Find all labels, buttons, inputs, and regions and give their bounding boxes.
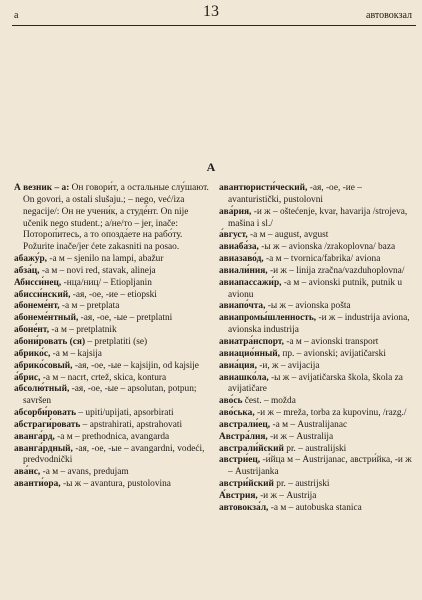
dictionary-entry — [14, 301, 210, 313]
left-column — [14, 183, 210, 491]
dictionary-entry — [219, 349, 415, 361]
dictionary-entry — [219, 254, 415, 266]
entry-definition: -а м – nacrt, crtež, skica, kontura — [40, 372, 167, 383]
dictionary-entry — [219, 278, 415, 302]
dictionary-entry — [14, 290, 210, 302]
dictionary-entry — [14, 384, 210, 408]
entry-headword: а́брис, — [14, 372, 41, 383]
entry-definition: -а м – autobuska stanica — [268, 502, 362, 513]
entry-headword: А везник – а: — [14, 183, 70, 193]
entry-definition: -и, ж – avijacija — [256, 360, 320, 371]
header-rule — [12, 25, 416, 26]
entry-definition: -ая, -ое, -ие – etiopski — [70, 289, 157, 300]
entry-headword: абстраги́ровать — [14, 419, 81, 430]
entry-headword: австрали́йский — [219, 443, 284, 454]
entry-definition: – upiti/upijati, apsorbirati — [76, 408, 174, 419]
section-letter: А — [206, 160, 216, 174]
entry-headword: абза́ц, — [14, 265, 40, 276]
entry-headword: абонеме́нтный, — [14, 313, 79, 324]
page-number: 13 — [203, 3, 219, 20]
dictionary-entry — [14, 373, 210, 385]
entry-definition: -а м – prethodnica, avangarda — [54, 431, 170, 442]
entry-definition: -а м – pretplata — [59, 301, 120, 312]
entry-definition: čest. – možda — [242, 396, 296, 407]
dictionary-entry — [14, 325, 210, 337]
entry-headword: авиатра́нспорт, — [219, 336, 284, 347]
entry-headword: абоне́нт, — [14, 325, 50, 336]
entry-headword: авиаба́за, — [219, 242, 259, 253]
entry-headword: аванти́ора, — [14, 479, 61, 490]
dictionary-entry — [219, 266, 415, 278]
entry-definition: -а м – avionski transport — [284, 336, 379, 347]
dictionary-entry — [219, 230, 415, 242]
entry-headword: авиали́ния, — [219, 265, 268, 276]
entry-headword: авиапромы́шленность, — [219, 313, 317, 324]
entry-definition: – apstrahirati, apstrahovati — [80, 419, 183, 430]
entry-headword: а́вгуст, — [219, 230, 248, 241]
dictionary-entry — [219, 420, 415, 432]
entry-headword: абажу́р, — [14, 254, 47, 265]
entry-headword: абрико́совый, — [14, 360, 73, 371]
dictionary-entry — [219, 373, 415, 397]
entry-headword: абсолю́тный, — [14, 384, 70, 395]
entry-definition: -а м – pretplatnik — [49, 325, 117, 336]
running-head-right: автовокзал — [366, 10, 412, 21]
dictionary-entry — [14, 420, 210, 432]
entry-definition: -а м – sjenilo na lampi, abažur — [47, 254, 164, 265]
dictionary-entry — [14, 254, 210, 266]
entry-definition: -ы ж – avionska /zrakoplovna/ baza — [258, 242, 396, 253]
entry-headword: Австра́лия, — [219, 431, 268, 442]
dictionary-entry — [14, 432, 210, 444]
dictionary-entry — [219, 301, 415, 313]
entry-definition: -а м – kajsija — [50, 348, 102, 359]
entry-definition: -ая, -ое, -ые – avangardni, vodeći, predvodnički — [23, 443, 205, 466]
entry-headword: авиацио́нный, — [219, 348, 280, 359]
entry-definition: -ая, -ое, -ые – kajsijin, od kajsije — [72, 360, 199, 371]
entry-headword: авиапо́чта, — [219, 301, 266, 312]
entry-definition: -а м – avans, predujam — [40, 467, 129, 478]
right-column — [219, 183, 415, 515]
entry-definition: -а м – novi red, stavak, alineja — [39, 265, 156, 276]
entry-definition: -и ж – industrija aviona, avionska industrija — [228, 313, 410, 336]
entry-definition: -и ж – mreža, torba za kupovinu, /razg./ — [254, 408, 407, 419]
dictionary-entry — [219, 503, 415, 515]
entry-definition: -нца/ниц/ – Etiopljanin — [61, 277, 152, 288]
entry-definition: -ая, -ое, -ые – pretplatni — [78, 313, 173, 324]
dictionary-entry — [219, 408, 415, 420]
dictionary-entry — [14, 361, 210, 373]
dictionary-entry — [219, 207, 415, 231]
dictionary-entry — [14, 467, 210, 479]
entry-headword: абсорби́ровать — [14, 408, 77, 419]
dictionary-entry — [14, 349, 210, 361]
dictionary-entry — [219, 455, 415, 479]
entry-headword: автовокза́л, — [219, 502, 269, 513]
entry-definition: -а м – Australijanac — [270, 419, 348, 430]
entry-headword: абони́ровать (ся) — [14, 336, 86, 347]
entry-headword: авиапассажи́р, — [219, 277, 282, 288]
entry-headword: Абисси́нец, — [14, 277, 62, 288]
entry-definition: -ы ж – avionska pošta — [265, 301, 351, 312]
dictionary-entry — [14, 479, 210, 491]
entry-definition: -а м – august, avgust — [247, 230, 329, 241]
entry-headword: авиа́ция, — [219, 360, 257, 371]
entry-headword: абрико́с, — [14, 348, 51, 359]
dictionary-entry — [219, 242, 415, 254]
entry-headword: аво́ська, — [219, 408, 255, 419]
entry-headword: ава́нс, — [14, 467, 41, 478]
entry-definition: -и ж – linija zračna/vazduhoplovna/ — [267, 265, 405, 276]
entry-headword: авантюристи́ческий, — [219, 183, 308, 193]
entry-headword: аво́сь — [219, 396, 243, 407]
dictionary-entry — [219, 183, 415, 207]
entry-definition: -а м – tvornica/fabrika/ aviona — [263, 254, 381, 265]
entry-definition: pr. – austrijski — [273, 479, 330, 490]
dictionary-entry — [219, 491, 415, 503]
dictionary-entry — [219, 479, 415, 491]
entry-definition: -и́йца м – Austrijanac, австри́йка, -и ж – Austrijanka — [228, 455, 412, 478]
entry-headword: авиашко́ла, — [219, 372, 269, 383]
entry-definition: пр. – avionski; avijatičarski — [280, 348, 386, 359]
entry-definition: -и ж – oštećenje, kvar, havarija /strojeva, mašina i sl./ — [228, 206, 408, 229]
dictionary-entry — [14, 313, 210, 325]
entry-definition: -а м – avionski putnik, putnik u avionu — [228, 277, 403, 300]
dictionary-entry — [14, 266, 210, 278]
entry-headword: абисси́нский, — [14, 289, 71, 300]
dictionary-entry — [219, 361, 415, 373]
entry-definition: -ая, -ое, -ые – apsolutan, potpun; savršen — [23, 384, 197, 407]
entry-headword: австри́ец, — [219, 455, 261, 466]
entry-definition: -и ж – Australija — [267, 431, 334, 442]
entry-definition: – pretplatiti (se) — [85, 336, 148, 347]
entry-headword: австрали́ец, — [219, 419, 271, 430]
entry-definition: -ы ж – avijatičarska škola, škola za avijatičare — [228, 372, 403, 395]
dictionary-entry — [14, 444, 210, 468]
dictionary-entry — [14, 408, 210, 420]
entry-headword: аванга́рд, — [14, 431, 55, 442]
entry-definition: -и ж – Austrija — [257, 490, 317, 501]
dictionary-entry — [219, 432, 415, 444]
dictionary-entry — [219, 313, 415, 337]
running-head-left: а — [14, 10, 19, 21]
dictionary-entry — [219, 396, 415, 408]
entry-definition: -ы ж – avantura, pustolovina — [60, 479, 171, 490]
entry-headword: ава́рия, — [219, 206, 252, 217]
dictionary-entry — [14, 278, 210, 290]
entry-headword: абонеме́нт, — [14, 301, 60, 312]
dictionary-entry — [219, 337, 415, 349]
dictionary-entry — [219, 444, 415, 456]
entry-headword: А́встрия, — [219, 490, 258, 501]
dictionary-entry — [14, 337, 210, 349]
entry-definition: Он говори́т, а остальные слу́шают. On govori, a ostali slušaju.; – nego, već/iza negacije/: Он не учени́к, а студе́нт. On nije učenik nego student.; а/не/то – jer, inače: Потороп́итесь, а то опозда́ете на рабо́ту. Požurite inače/jer ćete zakasniti na posao. — [23, 183, 209, 253]
entry-headword: авиазаво́д, — [219, 254, 264, 265]
entry-definition: -ая, -ое, -ие – avanturistički, pustolovni — [228, 183, 362, 205]
entry-headword: австри́йский — [219, 479, 274, 490]
entry-headword: аванга́рдный, — [14, 443, 73, 454]
entry-definition: pr. – australijski — [283, 443, 347, 454]
dictionary-entry — [14, 183, 210, 254]
